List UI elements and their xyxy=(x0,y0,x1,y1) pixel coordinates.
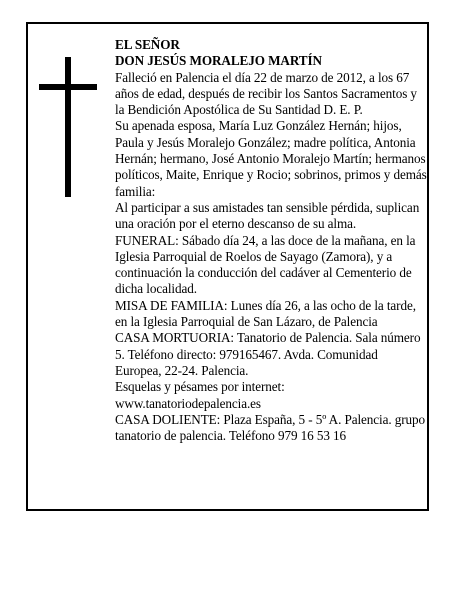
funeral-info: FUNERAL: Sábado día 24, a las doce de la mañana, en la Iglesia Parroquial de Roelos de Sayago (Zamora), y a continuación la conducción del cadáver al Cementerio de dicha localidad. xyxy=(115,232,416,297)
family-mass-info: MISA DE FAMILIA: Lunes día 26, a las ocho de la tarde, en la Iglesia Parroquial de San Lázaro, de Palencia xyxy=(115,297,416,330)
death-announcement: Falleció en Palencia el día 22 de marzo de 2012, a los 67 años de edad, después de recibir los Santos Sacramentos y la Bendición Apostólica de Su Santidad D. E. P. xyxy=(115,69,417,118)
cross-icon xyxy=(39,57,97,197)
family-list: Su apenada esposa, María Luz González Hernán; hijos, Paula y Jesús Moralejo González; madre política, Antonia Hernán; hermano, José Antonio Moralejo Martín; hermanos políticos, Maite, Enrique y Rocio; sobrinos, primos y demás familia: xyxy=(115,118,427,199)
funeral-home-info: CASA MORTUORIA: Tanatorio de Palencia. Sala número 5. Teléfono directo: 979165467. Avda. Comunidad Europea, 22-24. Palencia. xyxy=(115,330,421,378)
heading-title: EL SEÑOR xyxy=(115,37,180,52)
deceased-name: DON JESÚS MORALEJO MARTÍN xyxy=(115,53,322,69)
prayer-request: Al participar a sus amistades tan sensible pérdida, suplican una oración por el eterno descanso de su alma. xyxy=(115,199,420,232)
online-condolences: Esquelas y pésames por internet: www.tanatoriodepalencia.es xyxy=(115,379,285,411)
obituary-text xyxy=(115,37,427,444)
cross-horizontal-bar xyxy=(39,84,97,90)
cross-vertical-bar xyxy=(65,57,71,197)
family-home-info: CASA DOLIENTE: Plaza España, 5 - 5º A. Palencia. grupo tanatorio de palencia. Teléfono 979 16 53 16 xyxy=(115,411,425,444)
